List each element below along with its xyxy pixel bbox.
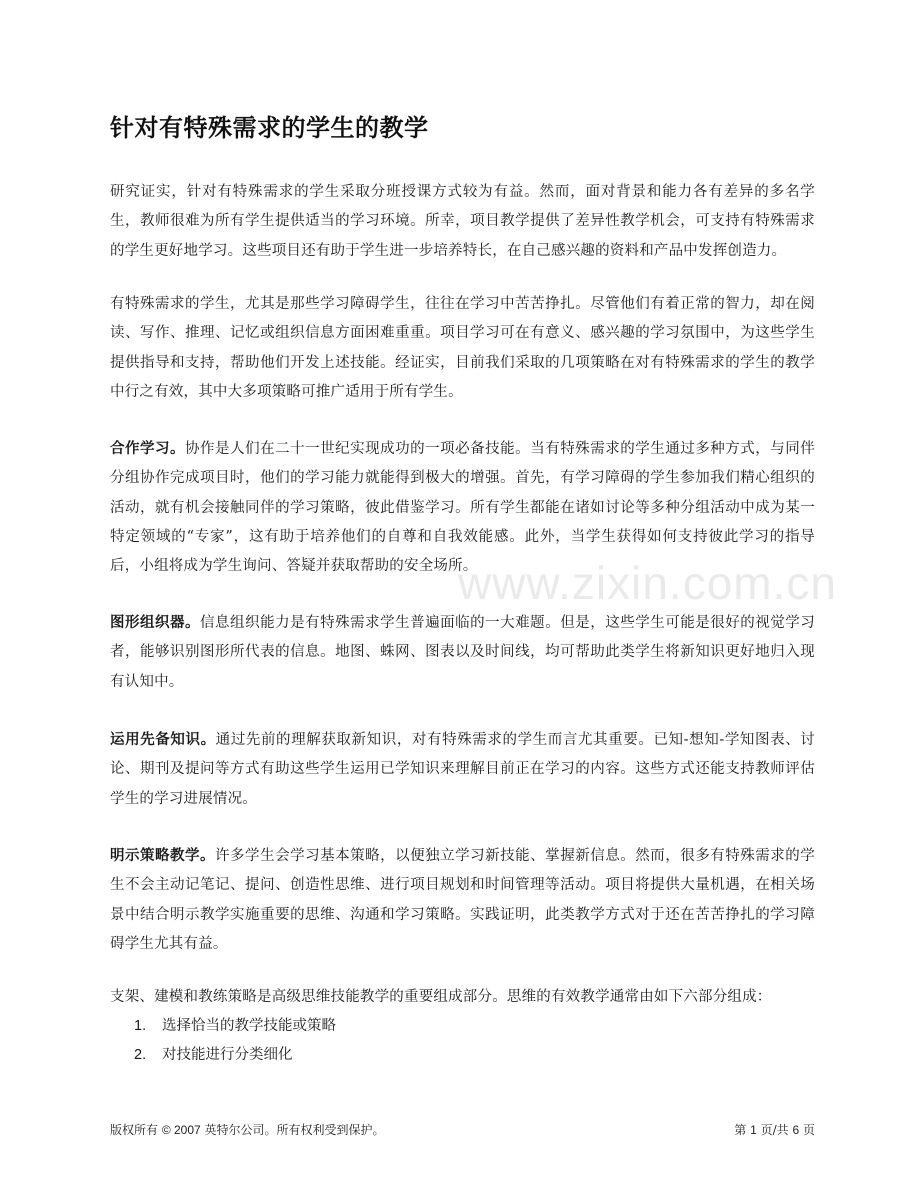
- list-item: [110, 1012, 336, 1041]
- paragraph-text: 信息组织能力是有特殊需求学生普遍面临的一大难题。但是，这些学生可能是很好的视觉学习者，能够识别图形所代表的信息。地图、蛛网、图表以及时间线，均可帮助此类学生将新知识更好地归入现有认知中。: [110, 615, 815, 690]
- paragraph-text: 通过先前的理解获取新知识，对有特殊需求的学生而言尤其重要。已知-想知-学知图表、讨论、期刊及提问等方式有助这些学生运用已学知识来理解目前正在学习的内容。这些方式还能支持教师评估学生的学习进展情况。: [110, 732, 815, 807]
- watermark: www.zixin.com.cn: [458, 557, 837, 609]
- paragraph-scaffolding: [110, 983, 815, 1012]
- list-number: 2.: [134, 1047, 147, 1063]
- paragraph-lead: 运用先备知识。: [110, 732, 216, 748]
- paragraph-special-needs: [110, 290, 815, 407]
- paragraph-graphic-organizers: [110, 609, 815, 697]
- paragraph-text: 研究证实，针对有特殊需求的学生采取分班授课方式较为有益。然而，面对背景和能力各有差异的多名学生，教师很难为所有学生提供适当的学习环境。所幸，项目教学提供了差异性教学机会，可支持有特殊需求的学生更好地学习。这些项目还有助于学生进一步培养特长，在自己感兴趣的资料和产品中发挥创造力。: [110, 184, 815, 259]
- copyright-notice: 版权所有 © 2007 英特尔公司。所有权利受到保护。: [110, 1123, 385, 1137]
- paragraph-prior-knowledge: [110, 726, 815, 814]
- paragraph-explicit-strategy: [110, 842, 815, 959]
- page-number: 第 1 页/共 6 页: [734, 1123, 815, 1137]
- paragraph-text: 许多学生会学习基本策略，以便独立学习新技能、掌握新信息。然而，很多有特殊需求的学生不会主动记笔记、提问、创造性思维、进行项目规划和时间管理等活动。项目将提供大量机遇，在相关场景中结合明示教学实施重要的思维、沟通和学习策略。实践证明，此类教学方式对于还在苦苦挣扎的学习障碍学生尤其有益。: [110, 848, 815, 952]
- paragraph-text: 协作是人们在二十一世纪实现成功的一项必备技能。当有特殊需求的学生通过多种方式，与同伴分组协作完成项目时，他们的学习能力就能得到极大的增强。首先，有学习障碍的学生参加我们精心组织的活动，就有机会接触同伴的学习策略，彼此借鉴学习。所有学生都能在诸如讨论等多种分组活动中成为某一特定领域的“专家”，这有助于培养他们的自尊和自我效能感。此外，当学生获得如何支持彼此学习的指导后，小组将成为学生询问、答疑并获取帮助的安全场所。: [110, 441, 816, 575]
- steps-list: [110, 1012, 336, 1070]
- page-title: 针对有特殊需求的学生的教学: [110, 114, 429, 142]
- paragraph-lead: 图形组织器。: [110, 615, 201, 631]
- list-item: [110, 1041, 336, 1070]
- paragraph-lead: 明示策略教学。: [110, 848, 216, 864]
- list-number: 1.: [134, 1018, 147, 1034]
- page-footer: [110, 1121, 815, 1138]
- paragraph-lead: 合作学习。: [110, 441, 186, 457]
- list-text: 选择恰当的教学技能或策略: [162, 1018, 336, 1034]
- paragraph-intro: [110, 178, 815, 266]
- list-text: 对技能进行分类细化: [162, 1047, 293, 1063]
- paragraph-text: 支架、建模和教练策略是高级思维技能教学的重要组成部分。思维的有效教学通常由如下六部分组成：: [110, 989, 772, 1005]
- paragraph-text: 有特殊需求的学生，尤其是那些学习障碍学生，往往在学习中苦苦挣扎。尽管他们有着正常的智力，却在阅读、写作、推理、记忆或组织信息方面困难重重。项目学习可在有意义、感兴趣的学习氛围中，为这些学生提供指导和支持，帮助他们开发上述技能。经证实，目前我们采取的几项策略在对有特殊需求的学生的教学中行之有效，其中大多项策略可推广适用于所有学生。: [110, 296, 815, 400]
